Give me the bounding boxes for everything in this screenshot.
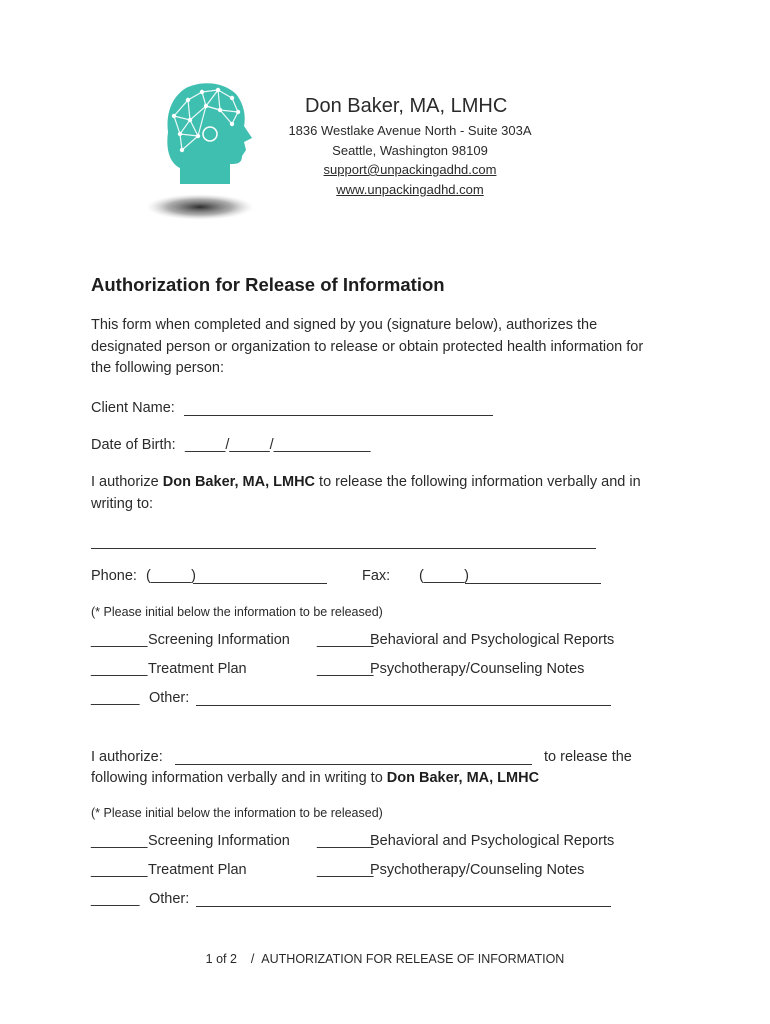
authorized-party-field[interactable]	[175, 764, 532, 765]
dob-label: Date of Birth:	[91, 437, 176, 453]
authorization-2-suffix: to release the	[544, 749, 632, 765]
authorization-1-line-1	[91, 474, 641, 490]
initial-blank[interactable]: _______	[91, 862, 148, 878]
client-name-field[interactable]	[184, 415, 493, 416]
intro-line-3: the following person:	[91, 360, 224, 376]
recipient-field[interactable]	[91, 548, 596, 549]
initial-blank[interactable]: _______	[317, 862, 374, 878]
treatment-label: Treatment Plan	[148, 862, 247, 878]
address-line-2: Seattle, Washington 98109	[332, 143, 488, 158]
footer-separator: /	[250, 952, 255, 966]
initial-blank[interactable]: ______	[91, 690, 140, 706]
phone-field[interactable]	[193, 583, 327, 584]
initial-blank[interactable]: _______	[91, 661, 148, 677]
behavioral-label: Behavioral and Psychological Reports	[370, 833, 615, 849]
intro-line-1: This form when completed and signed by you (signature below), authorizes the	[91, 317, 598, 333]
footer-label: AUTHORIZATION FOR RELEASE OF INFORMATION	[261, 952, 565, 966]
dob-field[interactable]: _____/_____/____________	[185, 437, 371, 453]
authorization-1-suffix: to release the following information verbally and in	[315, 474, 641, 490]
fax-field[interactable]	[465, 583, 601, 584]
phone-label: Phone:	[91, 568, 137, 584]
phone-area-code[interactable]: (_____)	[146, 568, 196, 584]
fax-area-code[interactable]: (_____)	[419, 568, 469, 584]
intro-line-2: designated person or organization to release or obtain protected health information for	[91, 339, 644, 355]
initial-blank[interactable]: ______	[91, 891, 140, 907]
initial-blank[interactable]: _______	[91, 632, 148, 648]
other-field[interactable]	[196, 906, 611, 907]
initial-note-2: (* Please initial below the information to be released)	[91, 806, 383, 820]
initial-blank[interactable]: _______	[91, 833, 148, 849]
screening-label: Screening Information	[148, 632, 290, 648]
website-link[interactable]: www.unpackingadhd.com	[336, 182, 484, 197]
initial-note-1: (* Please initial below the information to be released)	[91, 605, 383, 619]
fax-label: Fax:	[362, 568, 391, 584]
initial-blank[interactable]: _______	[317, 661, 374, 677]
head-network-icon	[140, 76, 264, 226]
authorization-2-text: following information verbally and in writing to	[91, 770, 387, 786]
treatment-label: Treatment Plan	[148, 661, 247, 677]
page-number: 1 of 2	[205, 952, 237, 966]
behavioral-label: Behavioral and Psychological Reports	[370, 632, 615, 648]
initial-blank[interactable]: _______	[317, 632, 374, 648]
screening-label: Screening Information	[148, 833, 290, 849]
authorization-1-line-2: writing to:	[91, 496, 154, 512]
form-title: Authorization for Release of Information	[91, 274, 445, 295]
client-name-label: Client Name:	[91, 400, 175, 416]
page-footer	[0, 952, 770, 966]
authorization-2-line-2	[91, 770, 539, 786]
authorization-1-prefix: I authorize	[91, 474, 163, 490]
authorization-2-provider: Don Baker, MA, LMHC	[386, 770, 540, 786]
psychotherapy-label: Psychotherapy/Counseling Notes	[370, 862, 585, 878]
practitioner-name: Don Baker, MA, LMHC	[305, 95, 508, 117]
other-label: Other:	[149, 891, 190, 907]
initial-blank[interactable]: _______	[317, 833, 374, 849]
other-label: Other:	[149, 690, 190, 706]
psychotherapy-label: Psychotherapy/Counseling Notes	[370, 661, 585, 677]
authorization-2-prefix: I authorize:	[91, 749, 163, 765]
practice-logo	[140, 76, 264, 226]
email-link[interactable]: support@unpackingadhd.com	[323, 162, 497, 177]
authorization-1-provider: Don Baker, MA, LMHC	[162, 474, 316, 490]
address-line-1: 1836 Westlake Avenue North - Suite 303A	[288, 123, 532, 138]
other-field[interactable]	[196, 705, 611, 706]
